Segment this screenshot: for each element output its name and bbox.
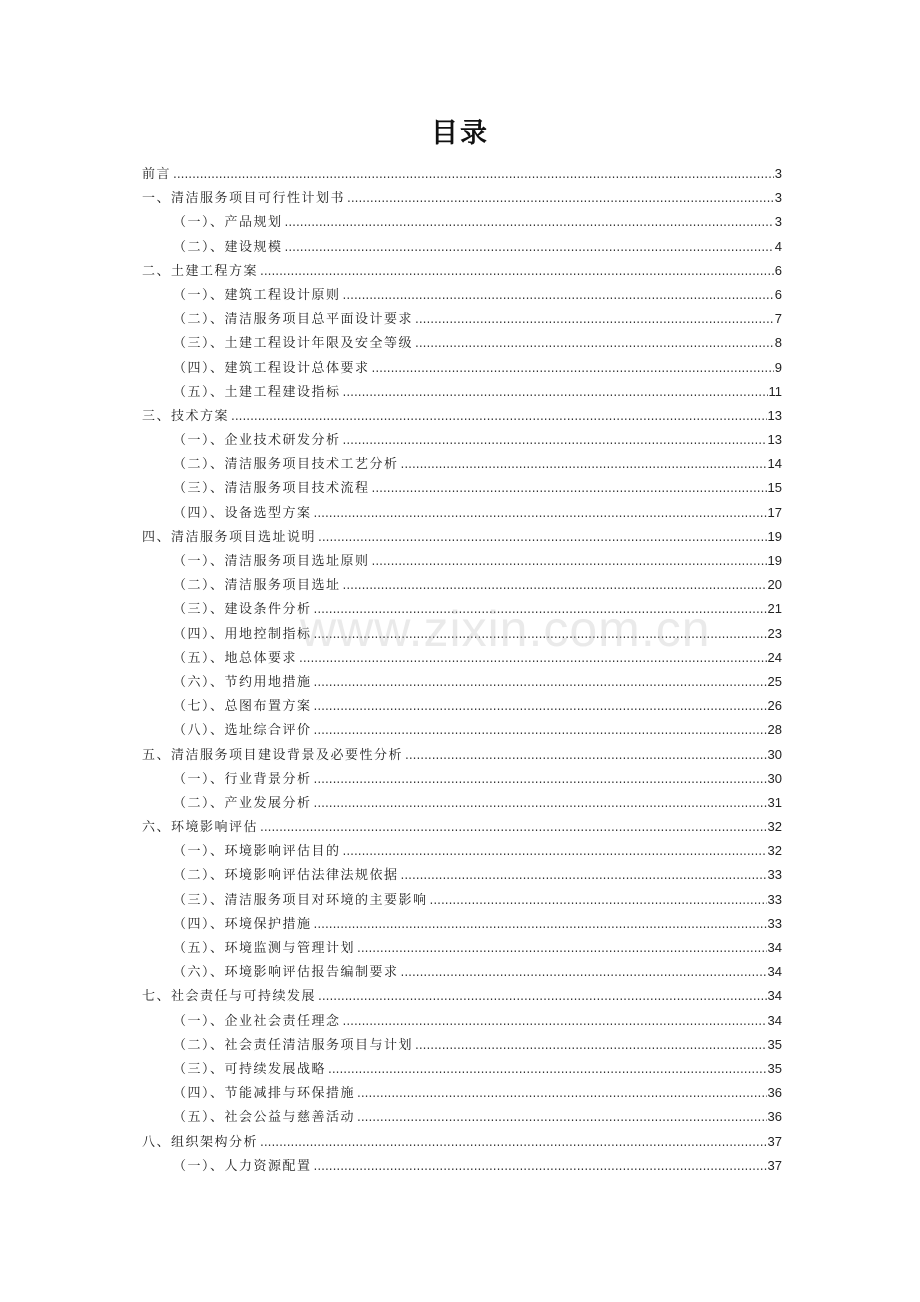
toc-dot-leader — [343, 283, 774, 307]
toc-dot-leader — [343, 428, 767, 452]
toc-page-number: 35 — [767, 1060, 782, 1076]
toc-page-number: 11 — [768, 383, 782, 399]
toc-dot-leader — [314, 670, 767, 694]
toc-section-entry[interactable] — [142, 888, 782, 912]
toc-page-number: 36 — [767, 1085, 782, 1101]
toc-entry-title: 二、土建工程方案 — [142, 263, 259, 279]
toc-page-number: 13 — [767, 407, 782, 423]
toc-section-entry[interactable] — [142, 549, 782, 573]
toc-dot-leader — [314, 597, 767, 621]
toc-dot-leader — [343, 573, 767, 597]
toc-dot-leader — [285, 235, 774, 259]
toc-dot-leader — [372, 476, 767, 500]
toc-dot-leader — [347, 186, 774, 210]
toc-page-number: 9 — [774, 359, 782, 375]
toc-dot-leader — [173, 162, 774, 186]
toc-section-entry[interactable] — [142, 331, 782, 355]
toc-section-entry[interactable] — [142, 936, 782, 960]
toc-dot-leader — [372, 549, 767, 573]
toc-entry-title: （四）、环境保护措施 — [173, 916, 312, 932]
toc-section-entry[interactable] — [142, 283, 782, 307]
toc-entry-title: （一）、人力资源配置 — [173, 1158, 312, 1174]
toc-dot-leader — [314, 694, 767, 718]
toc-dot-leader — [260, 1130, 767, 1154]
toc-page-number: 36 — [767, 1109, 782, 1125]
toc-section-entry[interactable] — [142, 960, 782, 984]
toc-dot-leader — [328, 1057, 767, 1081]
toc-page-number: 26 — [767, 698, 782, 714]
toc-page-number: 19 — [767, 528, 782, 544]
toc-page-number: 3 — [774, 190, 782, 206]
toc-entry-title: （五）、环境监测与管理计划 — [173, 941, 356, 956]
toc-section-entry[interactable] — [142, 597, 782, 621]
watermark: www.zixin.com.cn — [300, 601, 711, 657]
toc-dot-leader — [357, 1105, 767, 1129]
toc-entry-title: （三）、建设条件分析 — [173, 602, 312, 618]
toc-entry-title: 前言 — [142, 167, 172, 182]
toc-entry-title: （一）、产品规划 — [173, 215, 283, 231]
toc-page-number: 30 — [767, 770, 782, 786]
toc-page-number: 32 — [767, 819, 782, 835]
toc-page-number: 25 — [767, 673, 782, 689]
toc-dot-leader — [314, 622, 767, 646]
toc-page-number: 33 — [767, 867, 782, 883]
page-title: 目录 — [431, 118, 489, 149]
toc-entry-title: （一）、企业社会责任理念 — [173, 1013, 341, 1029]
toc-dot-leader — [357, 1081, 767, 1105]
toc-section-entry[interactable] — [142, 476, 782, 500]
toc-entry-title: （一）、清洁服务项目选址原则 — [173, 554, 370, 569]
toc-chapter-entry[interactable] — [142, 186, 782, 210]
toc-section-entry[interactable] — [142, 670, 782, 694]
toc-page-number: 37 — [767, 1133, 782, 1149]
toc-entry-title: （四）、节能减排与环保措施 — [173, 1086, 356, 1102]
toc-page-number: 17 — [767, 504, 782, 520]
toc-entry-title: 三、技术方案 — [142, 408, 230, 424]
toc-entry-title: （七）、总图布置方案 — [173, 699, 312, 715]
toc-dot-leader — [314, 791, 767, 815]
toc-dot-leader — [318, 984, 767, 1008]
toc-entry-title: 五、清洁服务项目建设背景及必要性分析 — [142, 747, 404, 763]
toc-dot-leader — [314, 912, 767, 936]
toc-chapter-entry[interactable] — [142, 1130, 782, 1154]
toc-entry-title: （二）、清洁服务项目技术工艺分析 — [173, 457, 399, 473]
toc-page-number: 23 — [767, 625, 782, 641]
toc-entry-title: （一）、行业背景分析 — [173, 771, 312, 787]
toc-page-number: 28 — [767, 722, 782, 738]
toc-section-entry[interactable] — [142, 1105, 782, 1129]
toc-entry-title: （二）、环境影响评估法律法规依据 — [173, 868, 399, 884]
toc-page-number: 34 — [767, 940, 782, 955]
toc-page-number: 30 — [767, 746, 782, 762]
toc-page-number: 37 — [767, 1157, 782, 1173]
toc-page-number: 7 — [774, 311, 782, 327]
toc-entry-title: （二）、清洁服务项目选址 — [173, 578, 341, 594]
toc-dot-leader — [401, 960, 767, 984]
toc-page-number: 35 — [767, 1036, 782, 1052]
toc-section-entry[interactable] — [142, 1081, 782, 1105]
toc-page-number: 34 — [767, 988, 782, 1004]
toc-page-number: 32 — [767, 843, 782, 859]
toc-dot-leader — [314, 718, 767, 742]
toc-page-number: 14 — [767, 456, 782, 472]
toc-section-entry[interactable] — [142, 622, 782, 646]
toc-dot-leader — [343, 839, 767, 863]
toc-entry-title: （六）、环境影响评估报告编制要求 — [173, 965, 399, 981]
toc-dot-leader — [415, 331, 774, 355]
toc-section-entry[interactable] — [142, 791, 782, 815]
toc-entry-title: （四）、用地控制指标 — [173, 626, 312, 642]
toc-section-entry[interactable] — [142, 307, 782, 331]
toc-section-entry[interactable] — [142, 767, 782, 791]
toc-page-number: 34 — [767, 1012, 782, 1028]
toc-entry-title: （二）、社会责任清洁服务项目与计划 — [173, 1037, 414, 1053]
toc-entry-title: （二）、产业发展分析 — [173, 795, 312, 811]
toc-chapter-entry[interactable] — [142, 743, 782, 767]
toc-entry-title: （一）、企业技术研发分析 — [173, 433, 341, 449]
toc-section-entry[interactable] — [142, 380, 782, 404]
toc-page-number: 33 — [767, 891, 782, 907]
toc-dot-leader — [415, 307, 774, 331]
toc-entry-title: （一）、环境影响评估目的 — [173, 844, 341, 860]
toc-dot-leader — [314, 767, 767, 791]
toc-entry-title: （二）、清洁服务项目总平面设计要求 — [173, 312, 414, 328]
toc-section-entry[interactable] — [142, 839, 782, 863]
table-of-contents — [142, 162, 782, 1178]
toc-entry-title: 一、清洁服务项目可行性计划书 — [142, 191, 346, 207]
toc-dot-leader — [285, 210, 774, 234]
toc-dot-leader — [357, 936, 767, 960]
toc-section-entry[interactable] — [142, 501, 782, 525]
toc-chapter-entry[interactable] — [142, 162, 782, 186]
toc-dot-leader — [260, 815, 767, 839]
toc-dot-leader — [314, 1154, 767, 1178]
toc-dot-leader — [430, 888, 767, 912]
toc-section-entry[interactable] — [142, 235, 782, 259]
toc-page-number: 3 — [774, 166, 782, 181]
toc-entry-title: （五）、地总体要求 — [173, 650, 298, 666]
toc-entry-title: （八）、选址综合评价 — [173, 723, 312, 739]
toc-section-entry[interactable] — [142, 718, 782, 742]
toc-page-number: 34 — [767, 964, 782, 980]
toc-entry-title: （六）、节约用地措施 — [173, 674, 312, 690]
toc-dot-leader — [260, 259, 774, 283]
toc-section-entry[interactable] — [142, 1033, 782, 1057]
toc-chapter-entry[interactable] — [142, 404, 782, 428]
toc-page-number: 20 — [767, 577, 782, 593]
toc-section-entry[interactable] — [142, 356, 782, 380]
toc-chapter-entry[interactable] — [142, 984, 782, 1008]
toc-section-entry[interactable] — [142, 694, 782, 718]
toc-dot-leader — [405, 743, 767, 767]
toc-page-number: 4 — [774, 238, 782, 254]
toc-section-entry[interactable] — [142, 452, 782, 476]
toc-page-number: 13 — [767, 432, 782, 448]
toc-dot-leader — [314, 501, 767, 525]
toc-entry-title: （二）、建设规模 — [173, 239, 283, 255]
toc-page-number: 33 — [767, 915, 782, 931]
toc-dot-leader — [343, 1009, 767, 1033]
toc-chapter-entry[interactable] — [142, 525, 782, 549]
toc-entry-title: （三）、清洁服务项目对环境的主要影响 — [173, 892, 428, 908]
toc-page-number: 19 — [767, 553, 782, 568]
toc-section-entry[interactable] — [142, 210, 782, 234]
toc-entry-title: （三）、可持续发展战略 — [173, 1061, 327, 1077]
toc-entry-title: （三）、清洁服务项目技术流程 — [173, 481, 370, 497]
toc-dot-leader — [299, 646, 767, 670]
toc-page-number: 24 — [767, 649, 782, 665]
toc-section-entry[interactable] — [142, 428, 782, 452]
toc-section-entry[interactable] — [142, 1009, 782, 1033]
toc-entry-title: 七、社会责任与可持续发展 — [142, 989, 317, 1005]
toc-entry-title: 四、清洁服务项目选址说明 — [142, 529, 317, 545]
toc-section-entry[interactable] — [142, 1057, 782, 1081]
toc-entry-title: （五）、社会公益与慈善活动 — [173, 1110, 356, 1126]
toc-entry-title: （四）、设备选型方案 — [173, 505, 312, 521]
toc-entry-title: （五）、土建工程建设指标 — [173, 384, 341, 400]
toc-page-number: 21 — [767, 601, 782, 617]
toc-entry-title: 六、环境影响评估 — [142, 820, 259, 836]
toc-section-entry[interactable] — [142, 573, 782, 597]
toc-entry-title: （一）、建筑工程设计原则 — [173, 287, 341, 303]
toc-chapter-entry[interactable] — [142, 259, 782, 283]
toc-page-number: 8 — [774, 335, 782, 351]
toc-dot-leader — [343, 380, 768, 404]
toc-dot-leader — [231, 404, 767, 428]
toc-section-entry[interactable] — [142, 646, 782, 670]
toc-dot-leader — [401, 452, 767, 476]
toc-page-number: 6 — [774, 286, 782, 302]
toc-page-number: 31 — [767, 794, 782, 810]
toc-page-number: 15 — [767, 480, 782, 496]
toc-entry-title: 八、组织架构分析 — [142, 1134, 259, 1150]
toc-page-number: 3 — [774, 214, 782, 230]
toc-dot-leader — [401, 863, 767, 887]
toc-dot-leader — [372, 356, 774, 380]
toc-dot-leader — [415, 1033, 767, 1057]
toc-entry-title: （三）、土建工程设计年限及安全等级 — [173, 336, 414, 352]
toc-dot-leader — [318, 525, 767, 549]
toc-page-number: 6 — [774, 262, 782, 278]
toc-section-entry[interactable] — [142, 863, 782, 887]
toc-section-entry[interactable] — [142, 1154, 782, 1178]
toc-section-entry[interactable] — [142, 912, 782, 936]
toc-chapter-entry[interactable] — [142, 815, 782, 839]
toc-entry-title: （四）、建筑工程设计总体要求 — [173, 360, 370, 376]
